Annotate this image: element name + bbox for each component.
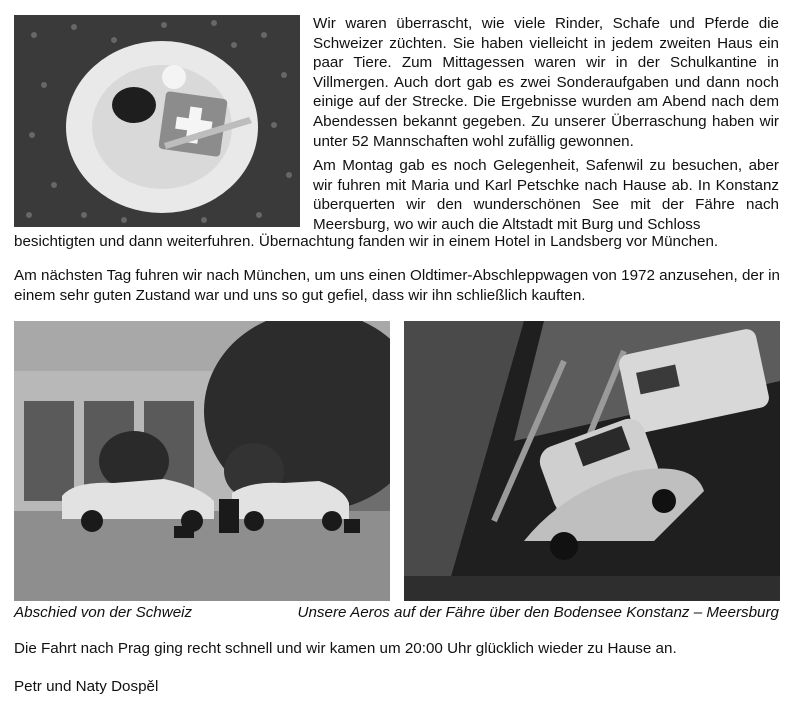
caption-ferry: Unsere Aeros auf der Fähre über den Bodensee Konstanz – Meersburg: [297, 604, 779, 621]
signature: Petr und Naty Dospěl: [14, 678, 159, 695]
photo-plate: [14, 15, 300, 227]
caption-farewell: Abschied von der Schweiz: [14, 604, 193, 621]
paragraph-4: Die Fahrt nach Prag ging recht schnell und wir kamen um 20:00 Uhr glücklich wieder zu Hause an.: [14, 640, 677, 657]
cars-illustration: [14, 321, 390, 601]
photo-vintage-cars: [14, 321, 390, 601]
plate-illustration: [14, 15, 300, 227]
paragraph-2-part-2: besichtigten und dann weiterfuhren. Übernachtung fanden wir in einem Hotel in Landsberg vor München.: [14, 233, 719, 250]
ferry-illustration: [404, 321, 780, 601]
paragraph-3: Am nächsten Tag fuhren wir nach München, um uns einen Oldtimer-Abschleppwagen von 1972 anzusehen, der in einem sehr guten Zustand war und uns so gut gefiel, dass wir ihn schließlich kauften.: [14, 267, 780, 304]
photo-ferry: [404, 321, 780, 601]
paragraph-2-part-1: Am Montag gab es noch Gelegenheit, Safenwil zu besuchen, aber wir fuhren mit Maria und Karl Petschke nach Hause ab. In Konstanz überquerten wir den wunderschönen See mit der Fähre nach Meersburg, wo wir auch die Altstadt mit Burg und Schloss: [313, 157, 779, 233]
paragraph-1: Wir waren überrascht, wie viele Rinder, Schafe und Pferde die Schweizer züchten. Sie haben vielleicht in jedem zweiten Haus ein paar Tiere. Zum Mittagessen waren wir in der Schulkantine in Villmergen. Auch dort gab es zwei Sonderaufgaben und dann noch einige auf der Strecke. Die Ergebnisse wurden am Abend nach dem Abendessen bekannt gegeben. Zu unserer Überraschung haben wir unter 52 Mannschaften wohl zufällig gewonnen.: [313, 15, 779, 150]
